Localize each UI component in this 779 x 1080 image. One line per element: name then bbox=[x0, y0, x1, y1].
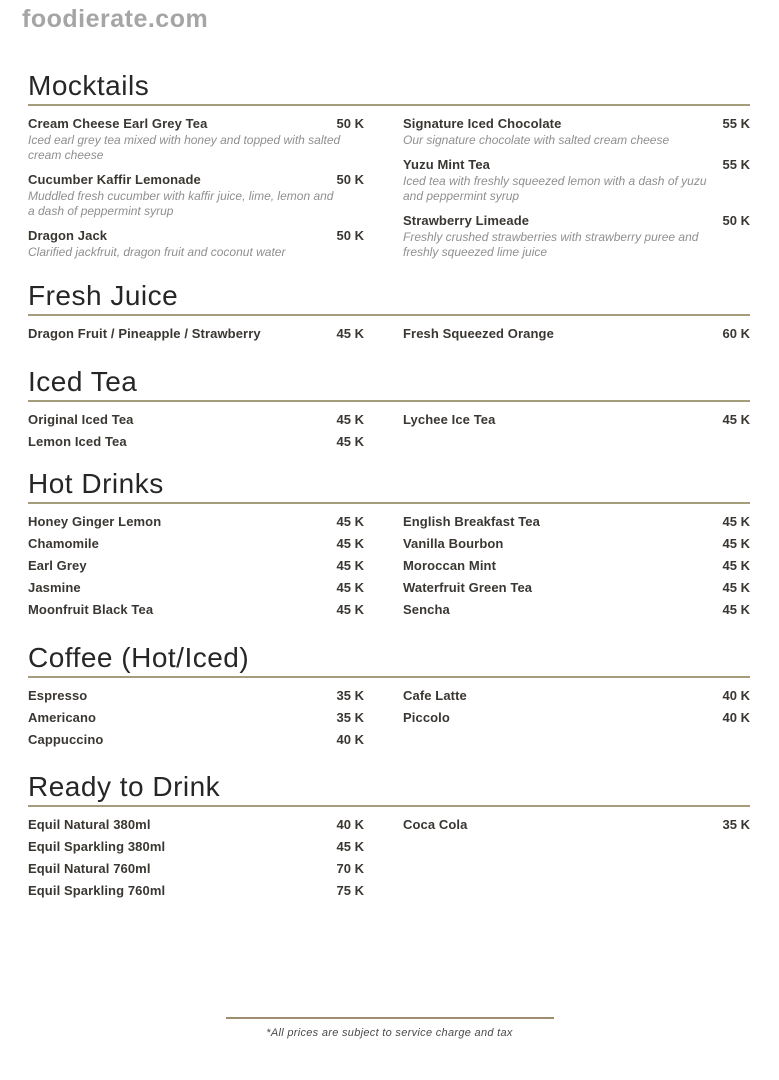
item-price: 50 K bbox=[336, 172, 364, 187]
item-price: 45 K bbox=[336, 412, 364, 427]
item-name: Piccolo bbox=[403, 710, 450, 725]
column-right bbox=[403, 514, 750, 624]
item-line bbox=[403, 536, 750, 551]
item-name: Equil Sparkling 380ml bbox=[28, 839, 166, 854]
item-line bbox=[28, 172, 364, 187]
item-line bbox=[28, 817, 364, 832]
item-line bbox=[403, 116, 750, 131]
item-line bbox=[28, 602, 364, 617]
item-name: English Breakfast Tea bbox=[403, 514, 540, 529]
item-name: Equil Sparkling 760ml bbox=[28, 883, 166, 898]
item-price: 50 K bbox=[336, 116, 364, 131]
menu-item bbox=[28, 514, 364, 536]
item-price: 45 K bbox=[722, 602, 750, 617]
item-name: Jasmine bbox=[28, 580, 81, 595]
item-price: 45 K bbox=[336, 558, 364, 573]
item-line bbox=[403, 213, 750, 228]
item-line bbox=[403, 602, 750, 617]
item-price: 60 K bbox=[722, 326, 750, 341]
column-left bbox=[28, 688, 364, 754]
menu-item bbox=[403, 558, 750, 580]
menu-item bbox=[28, 116, 364, 163]
item-description: Our signature chocolate with salted cream cheese bbox=[403, 133, 670, 147]
menu-item bbox=[28, 172, 364, 219]
item-description: Muddled fresh cucumber with kaffir juice, lime, lemon and a dash of peppermint syrup bbox=[28, 189, 334, 218]
menu-item bbox=[403, 602, 750, 624]
column-left bbox=[28, 412, 364, 456]
item-line bbox=[28, 412, 364, 427]
menu-item bbox=[403, 326, 750, 348]
menu-item bbox=[28, 839, 364, 861]
item-description: Iced tea with freshly squeezed lemon with a dash of yuzu and peppermint syrup bbox=[403, 174, 707, 203]
menu-section-ready-to-drink bbox=[28, 771, 750, 905]
item-name: Waterfruit Green Tea bbox=[403, 580, 533, 595]
item-description: Freshly crushed strawberries with strawberry puree and freshly squeezed lime juice bbox=[403, 230, 699, 259]
menu-item bbox=[403, 817, 750, 839]
item-line bbox=[28, 326, 364, 341]
item-line bbox=[403, 558, 750, 573]
item-price: 45 K bbox=[336, 514, 364, 529]
item-price: 45 K bbox=[336, 602, 364, 617]
item-name: Dragon Jack bbox=[28, 228, 108, 243]
item-price: 50 K bbox=[722, 213, 750, 228]
menu-item bbox=[28, 883, 364, 905]
footer-note: *All prices are subject to service charge and tax bbox=[266, 1027, 513, 1039]
column-left bbox=[28, 514, 364, 624]
menu-item bbox=[28, 434, 364, 456]
item-name: Signature Iced Chocolate bbox=[403, 116, 562, 131]
item-price: 40 K bbox=[722, 688, 750, 703]
section-columns bbox=[28, 514, 750, 624]
item-name: Cucumber Kaffir Lemonade bbox=[28, 172, 201, 187]
item-line bbox=[28, 116, 364, 131]
item-line bbox=[28, 861, 364, 876]
menu-item bbox=[28, 536, 364, 558]
item-price: 45 K bbox=[722, 412, 750, 427]
item-name: Earl Grey bbox=[28, 558, 87, 573]
item-name: Espresso bbox=[28, 688, 88, 703]
menu-item bbox=[28, 710, 364, 732]
section-divider bbox=[28, 104, 750, 106]
section-divider bbox=[28, 676, 750, 678]
item-line bbox=[28, 514, 364, 529]
item-line bbox=[28, 688, 364, 703]
section-title: Ready to Drink bbox=[28, 771, 221, 802]
item-line bbox=[403, 817, 750, 832]
section-divider bbox=[28, 502, 750, 504]
item-line bbox=[403, 710, 750, 725]
item-price: 75 K bbox=[336, 883, 364, 898]
menu-item bbox=[28, 228, 364, 260]
item-line bbox=[28, 839, 364, 854]
item-line bbox=[28, 558, 364, 573]
item-price: 70 K bbox=[336, 861, 364, 876]
item-price: 40 K bbox=[336, 817, 364, 832]
item-line bbox=[28, 434, 364, 449]
item-name: Original Iced Tea bbox=[28, 412, 134, 427]
footer-divider bbox=[226, 1017, 554, 1019]
section-title: Fresh Juice bbox=[28, 280, 179, 311]
item-name: Cafe Latte bbox=[403, 688, 467, 703]
menu-item bbox=[28, 326, 364, 348]
item-name: Sencha bbox=[403, 602, 450, 617]
item-price: 45 K bbox=[722, 580, 750, 595]
item-name: Honey Ginger Lemon bbox=[28, 514, 162, 529]
item-name: Fresh Squeezed Orange bbox=[403, 326, 554, 341]
item-line bbox=[28, 883, 364, 898]
item-line bbox=[403, 412, 750, 427]
item-line bbox=[403, 580, 750, 595]
item-name: Cappuccino bbox=[28, 732, 104, 747]
item-name: Coca Cola bbox=[403, 817, 468, 832]
section-columns bbox=[28, 412, 750, 456]
menu-item bbox=[403, 710, 750, 732]
watermark: foodierate.com bbox=[22, 5, 209, 33]
item-name: Chamomile bbox=[28, 536, 99, 551]
menu-item bbox=[28, 602, 364, 624]
column-left bbox=[28, 817, 364, 905]
column-right bbox=[403, 688, 750, 754]
menu-item bbox=[28, 861, 364, 883]
menu-item bbox=[28, 817, 364, 839]
item-price: 45 K bbox=[336, 580, 364, 595]
item-price: 35 K bbox=[336, 710, 364, 725]
menu-item bbox=[28, 412, 364, 434]
section-divider bbox=[28, 314, 750, 316]
menu-section-fresh-juice bbox=[28, 280, 750, 348]
section-columns bbox=[28, 688, 750, 754]
item-line bbox=[28, 228, 364, 243]
item-price: 45 K bbox=[722, 536, 750, 551]
item-price: 45 K bbox=[722, 558, 750, 573]
item-name: Dragon Fruit / Pineapple / Strawberry bbox=[28, 326, 261, 341]
menu-item bbox=[403, 213, 750, 260]
section-divider bbox=[28, 400, 750, 402]
item-name: Lychee Ice Tea bbox=[403, 412, 496, 427]
item-price: 35 K bbox=[336, 688, 364, 703]
item-price: 40 K bbox=[722, 710, 750, 725]
item-line bbox=[403, 326, 750, 341]
menu-section-coffee-hot-iced bbox=[28, 642, 750, 754]
column-right bbox=[403, 326, 750, 348]
menu-section-hot-drinks bbox=[28, 468, 750, 624]
item-name: Americano bbox=[28, 710, 97, 725]
section-columns bbox=[28, 817, 750, 905]
menu-item bbox=[403, 116, 750, 148]
item-name: Yuzu Mint Tea bbox=[403, 157, 491, 172]
column-left bbox=[28, 116, 364, 269]
section-columns bbox=[28, 116, 750, 269]
menu-section-iced-tea bbox=[28, 366, 750, 456]
menu-item bbox=[403, 412, 750, 434]
item-line bbox=[403, 157, 750, 172]
item-price: 45 K bbox=[336, 839, 364, 854]
item-line bbox=[28, 536, 364, 551]
item-line bbox=[28, 580, 364, 595]
column-right bbox=[403, 116, 750, 269]
section-columns bbox=[28, 326, 750, 348]
item-price: 55 K bbox=[722, 157, 750, 172]
section-title: Iced Tea bbox=[28, 366, 138, 397]
column-right bbox=[403, 412, 750, 456]
item-name: Cream Cheese Earl Grey Tea bbox=[28, 116, 208, 131]
item-price: 55 K bbox=[722, 116, 750, 131]
item-name: Strawberry Limeade bbox=[403, 213, 530, 228]
menu-item bbox=[28, 558, 364, 580]
menu-item bbox=[28, 580, 364, 602]
item-name: Moonfruit Black Tea bbox=[28, 602, 154, 617]
menu-item bbox=[403, 157, 750, 204]
item-price: 50 K bbox=[336, 228, 364, 243]
item-price: 45 K bbox=[336, 326, 364, 341]
menu-item bbox=[28, 732, 364, 754]
menu-item bbox=[28, 688, 364, 710]
menu-item bbox=[403, 536, 750, 558]
item-description: Clarified jackfruit, dragon fruit and coconut water bbox=[28, 245, 286, 259]
item-name: Moroccan Mint bbox=[403, 558, 497, 573]
section-title: Coffee (Hot/Iced) bbox=[28, 642, 250, 673]
item-name: Lemon Iced Tea bbox=[28, 434, 127, 449]
item-line bbox=[403, 688, 750, 703]
item-line bbox=[28, 710, 364, 725]
item-name: Equil Natural 760ml bbox=[28, 861, 151, 876]
column-left bbox=[28, 326, 364, 348]
item-line bbox=[28, 732, 364, 747]
section-title: Mocktails bbox=[28, 70, 150, 101]
item-description: Iced earl grey tea mixed with honey and topped with salted cream cheese bbox=[28, 133, 341, 162]
section-divider bbox=[28, 805, 750, 807]
menu-section-mocktails bbox=[28, 70, 750, 269]
item-line bbox=[403, 514, 750, 529]
item-price: 35 K bbox=[722, 817, 750, 832]
menu-item bbox=[403, 580, 750, 602]
item-name: Vanilla Bourbon bbox=[403, 536, 504, 551]
item-price: 45 K bbox=[336, 536, 364, 551]
item-name: Equil Natural 380ml bbox=[28, 817, 151, 832]
item-price: 45 K bbox=[722, 514, 750, 529]
section-title: Hot Drinks bbox=[28, 468, 164, 499]
column-right bbox=[403, 817, 750, 905]
item-price: 45 K bbox=[336, 434, 364, 449]
menu-item bbox=[403, 688, 750, 710]
menu-item bbox=[403, 514, 750, 536]
item-price: 40 K bbox=[336, 732, 364, 747]
